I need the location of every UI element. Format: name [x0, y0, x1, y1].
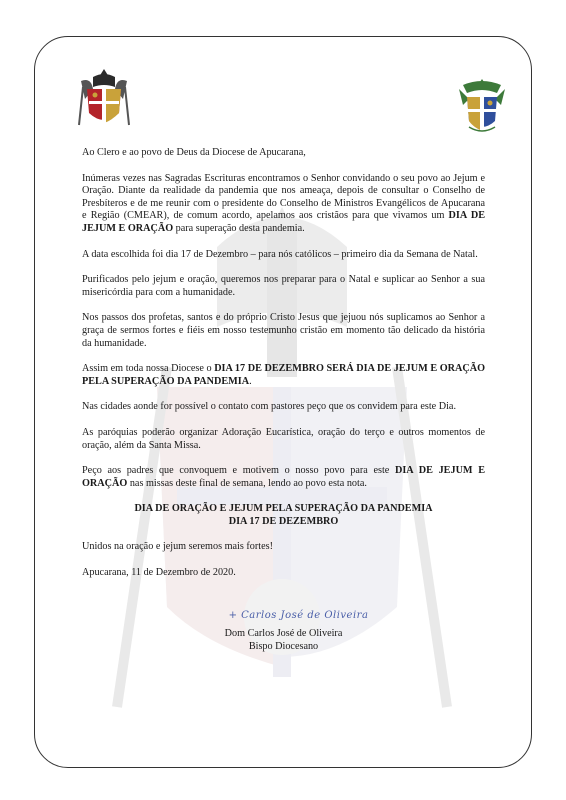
- paragraph-1: [82, 173, 485, 236]
- paragraph-3: Purificados pelo jejum e oração, queremos nos preparar para o Natal e suplicar ao Senhor a sua misericórdia para com a humanidade.: [82, 274, 485, 298]
- paragraph-8-text: Peço aos padres que convoquem e motivem o nosso povo para este: [82, 465, 395, 477]
- paragraph-7: As paróquias poderão organizar Adoração Eucarística, oração do terço e outros momentos de oração, além da Santa Missa.: [82, 426, 485, 451]
- episcopal-coat-of-arms-icon: [75, 67, 133, 129]
- paragraph-5-text: Assim em toda nossa Diocese o: [82, 363, 215, 375]
- paragraph-8-bold: DIA DE JEJUM E ORAÇÃO: [82, 465, 485, 489]
- signer-name: Dom Carlos José de Oliveira: [224, 628, 343, 640]
- headline-line-2: DIA 17 DE DEZEMBRO: [228, 515, 339, 527]
- diocese-coat-of-arms-icon: [455, 77, 509, 137]
- paragraph-2: A data escolhida foi dia 17 de Dezembro – para nós católicos – primeiro dia da Semana de Natal.: [82, 248, 478, 260]
- signature-block: [82, 610, 485, 654]
- paragraph-8: [82, 465, 485, 490]
- headline-line-1: DIA DE ORAÇÃO E JEJUM PELA SUPERAÇÃO DA PANDEMIA: [134, 503, 433, 515]
- paragraph-5-end: .: [249, 375, 252, 387]
- paragraph-4: Nos passos dos profetas, santos e do próprio Cristo Jesus que jejuou nós suplicamos ao Senhor a graça de sermos fortes e fiéis em nosso testemunho cristão em momento tão delicado da história da humanidade.: [82, 312, 485, 349]
- paragraph-5-bold: DIA 17 DE DEZEMBRO SERÁ DIA DE JEJUM E ORAÇÃO PELA SUPERAÇÃO DA PANDEMIA: [82, 363, 485, 387]
- place-date: Apucarana, 11 de Dezembro de 2020.: [82, 567, 236, 579]
- greeting: Ao Clero e ao povo de Deus da Diocese de Apucarana,: [82, 147, 306, 158]
- paragraph-5: [82, 363, 485, 388]
- handwritten-signature: + Carlos José de Oliveira: [228, 609, 369, 621]
- paragraph-1-bold: DIA DE JEJUM E ORAÇÃO: [82, 210, 485, 234]
- paragraph-1-text: Inúmeras vezes nas Sagradas Escrituras encontramos o Senhor convidando o seu povo ao Jejum e Oração. Diante da realidade da pandemia que nos ameaça, depois de consultar o Conselho de Presbíteros e de me reunir com o presidente do Conselho de Ministros Evangélicos de Apucarana e Região (CMEAR), de comum acordo, apelamos aos cristãos para que vivamos um: [82, 172, 485, 222]
- paragraph-1-end: para superação desta pandemia.: [173, 222, 305, 234]
- signer-title: Bispo Diocesano: [248, 640, 319, 652]
- closing-line: Unidos na oração e jejum seremos mais fortes!: [82, 541, 273, 553]
- headline: [82, 503, 485, 528]
- letter-body: [82, 147, 485, 653]
- paragraph-6: Nas cidades aonde for possível o contato com pastores peço que os convidem para este Dia.: [82, 401, 456, 413]
- letter-frame: [34, 36, 532, 768]
- paragraph-8-end: nas missas deste final de semana, lendo ao povo esta nota.: [127, 477, 367, 489]
